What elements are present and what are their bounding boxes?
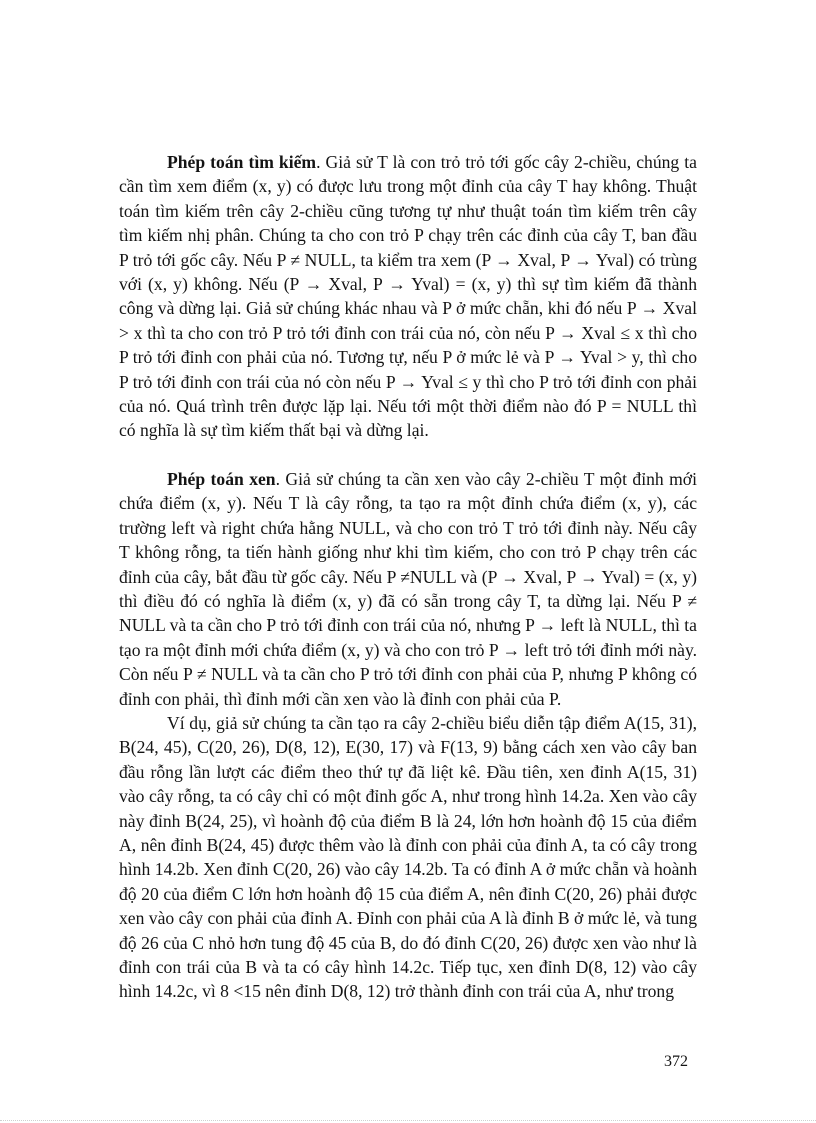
insert-operation-text: . Giả sử chúng ta cần xen vào cây 2-chiều T một đỉnh mới chứa điểm (x, y). Nếu T là cây rỗng, ta tạo ra một đỉnh chứa điểm (x, y), các trường left và right chứa hằng NULL, và cho con trỏ T trỏ tới đỉnh này. Nếu cây T không rỗng, ta tiến hành giống như khi tìm kiếm, cho con trỏ P chạy trên các đỉnh của cây, bắt đầu từ gốc cây. Nếu P ≠NULL và (P → Xval, P → Yval) = (x, y) thì điều đó có nghĩa là điểm (x, y) đã có sẵn trong cây T, ta dừng lại. Nếu P ≠ NULL và ta cần cho P trỏ tới đỉnh con trái của nó, nhưng P → left là NULL, thì ta tạo ra một đỉnh mới chứa điểm (x, y) và cho con trỏ P → left trỏ tới đỉnh mới này. Còn nếu P ≠ NULL và ta cần cho P trỏ tới đỉnh con phải của P, nhưng P không có đỉnh con phải, thì đỉnh mới cần xen vào là đỉnh con phải của P. xyxy=(119,468,697,709)
search-operation-text: . Giả sử T là con trỏ trỏ tới gốc cây 2-chiều, chúng ta cần tìm xem điểm (x, y) có được lưu trong một đỉnh của cây T hay không. Thuật toán tìm kiếm trên cây 2-chiều cũng tương tự như thuật toán tìm kiếm trên cây tìm kiếm nhị phân. Chúng ta cho con trỏ P chạy trên các đỉnh của cây T, ban đầu P trỏ tới gốc cây. Nếu P ≠ NULL, ta kiểm tra xem (P → Xval, P → Yval) có trùng với (x, y) không. Nếu (P → Xval, P → Yval) = (x, y) thì sự tìm kiếm đã thành công và dừng lại. Giả sử chúng khác nhau và P ở mức chẵn, khi đó nếu P → Xval > x thì ta cho con trỏ P trỏ tới đỉnh con trái của nó, còn nếu P → Xval ≤ x thì cho P trỏ tới đỉnh con phải của nó. Tương tự, nếu P ở mức lẻ và P → Yval > y, thì cho P trỏ tới đỉnh con trái của nó còn nếu P → Yval ≤ y thì cho P trỏ tới đỉnh con phải của nó. Quá trình trên được lặp lại. Nếu tới một thời điểm nào đó P = NULL thì có nghĩa là sự tìm kiếm thất bại và dừng lại. xyxy=(119,152,697,441)
page-bottom-divider xyxy=(0,1120,816,1121)
body-text xyxy=(119,150,697,1004)
insert-operation-paragraph xyxy=(119,467,697,711)
page-number: 372 xyxy=(664,1053,688,1070)
example-paragraph xyxy=(119,711,697,1004)
insert-operation-heading: Phép toán xen xyxy=(167,468,276,489)
search-operation-heading: Phép toán tìm kiếm xyxy=(167,152,317,172)
paragraph-spacer xyxy=(119,443,697,467)
search-operation-paragraph xyxy=(119,150,697,443)
example-text: Ví dụ, giả sử chúng ta cần tạo ra cây 2-chiều biểu diễn tập điểm A(15, 31), B(24, 45), C(20, 26), D(8, 12), E(30, 17) và F(13, 9) bằng cách xen vào cây ban đầu rỗng lần lượt các điểm theo thứ tự đã liệt kê. Đầu tiên, xen đỉnh A(15, 31) vào cây rỗng, ta có cây chỉ có một đỉnh gốc A, như trong hình 14.2a. Xen vào cây này đỉnh B(24, 25), vì hoành độ của điểm B là 24, lớn hơn hoành độ 15 của điểm A, nên đỉnh B(24, 45) được thêm vào là đỉnh con phải của đỉnh A, ta có cây trong hình 14.2b. Xen đỉnh C(20, 26) vào cây 14.2b. Ta có đỉnh A ở mức chẵn và hoành độ 20 của điểm C lớn hơn hoành độ 15 của điểm A, nên đỉnh C(20, 26) phải được xen vào cây con phải của đỉnh A. Đỉnh con phải của A là đỉnh B ở mức lẻ, và tung độ 26 của C nhỏ hơn tung độ 45 của B, do đó đỉnh C(20, 26) được xen vào như là đỉnh con trái của B và ta có cây hình 14.2c. Tiếp tục, xen đỉnh D(8, 12) vào cây hình 14.2c, vì 8 <15 nên đỉnh D(8, 12) trở thành đỉnh con trái của A, như trong xyxy=(119,712,697,1002)
